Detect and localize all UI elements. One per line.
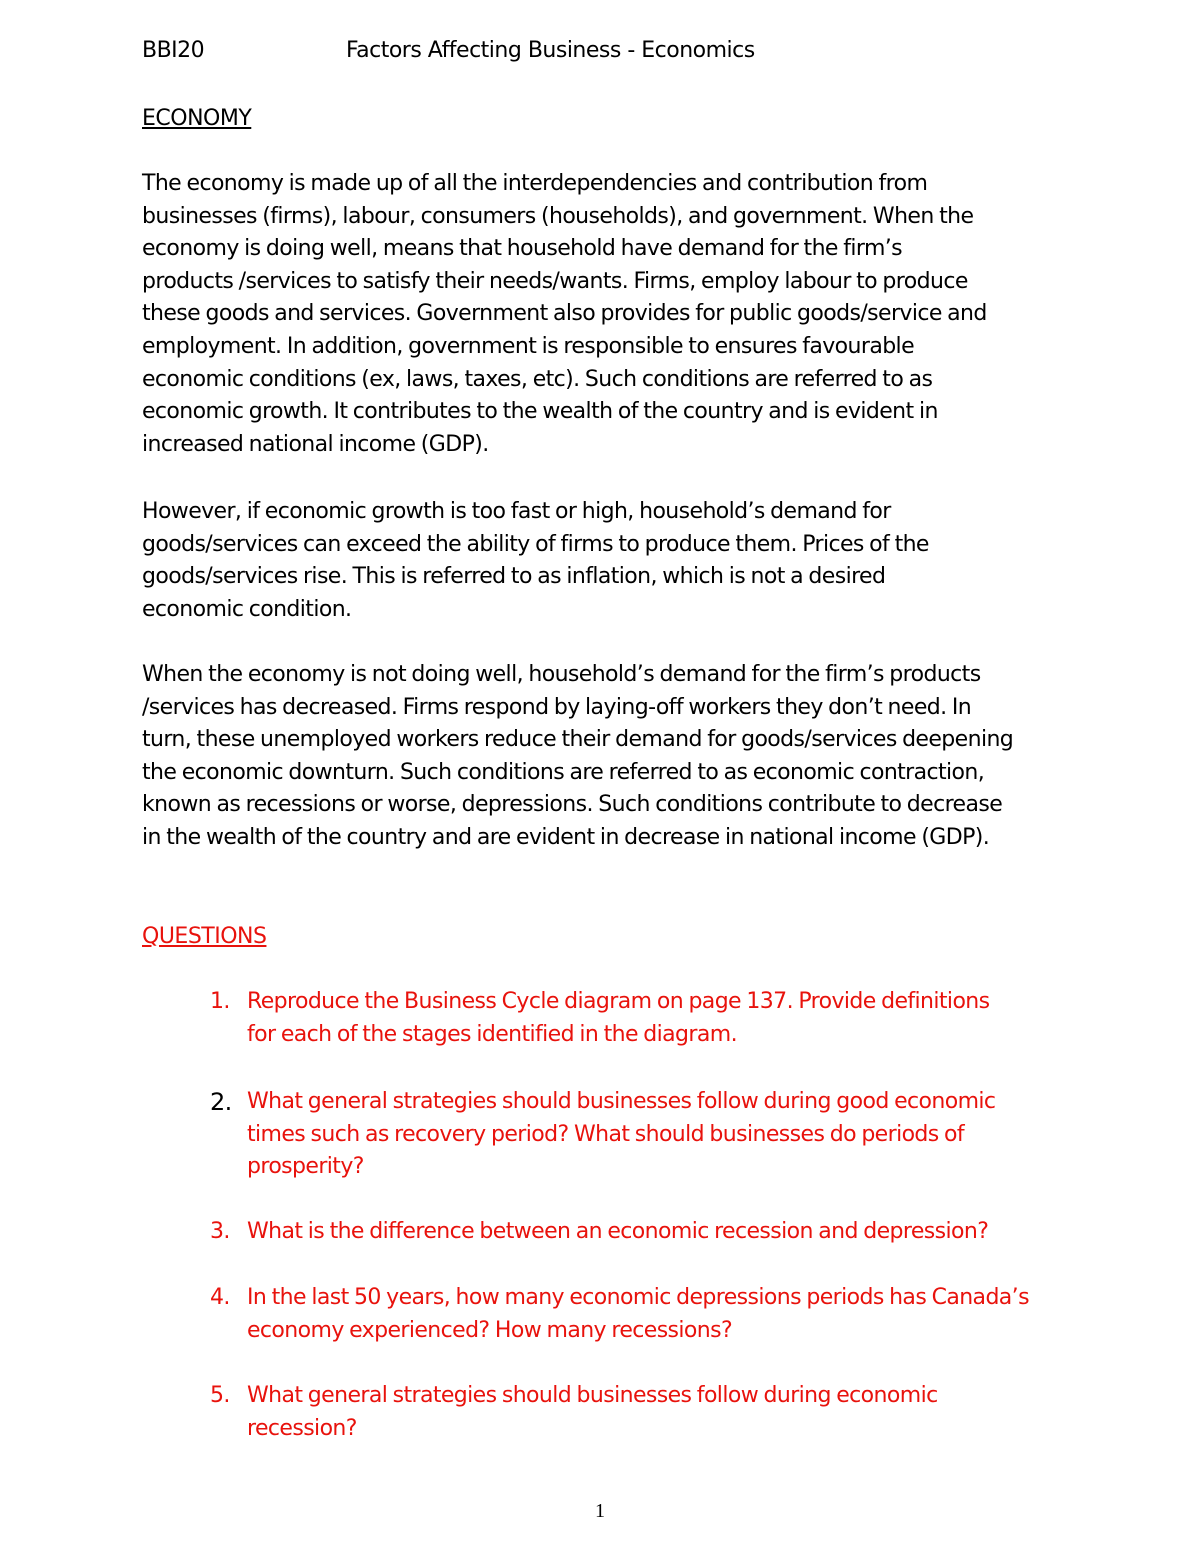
paragraph-line: employment. In addition, government is responsible to ensures favourable (142, 333, 915, 359)
page-number: 1 (595, 1500, 605, 1522)
paragraph-line: goods/services can exceed the ability of firms to produce them. Prices of the (142, 531, 929, 557)
economy-heading: ECONOMY (142, 106, 252, 131)
question-line: prosperity? (247, 1154, 364, 1180)
paragraph-line: increased national income (GDP). (142, 431, 489, 457)
question-number: 3. (210, 1219, 230, 1244)
question-line: times such as recovery period? What should businesses do periods of (247, 1121, 965, 1147)
paragraph-line: goods/services rise. This is referred to as inflation, which is not a desired (142, 564, 886, 590)
contraction-paragraph (142, 659, 1072, 855)
question-text (247, 1282, 1077, 1347)
question-number: 4. (210, 1285, 230, 1310)
inflation-paragraph (142, 496, 1072, 626)
paragraph-line: economy is doing well, means that household have demand for the firm’s (142, 236, 903, 262)
question-line: What general strategies should businesses follow during economic (247, 1383, 938, 1408)
paragraph-line: When the economy is not doing well, household’s demand for the firm’s products (142, 662, 981, 687)
paragraph-line: products /services to satisfy their needs/wants. Firms, employ labour to produce (142, 268, 968, 294)
paragraph-line: /services has decreased. Firms respond by laying-off workers they don’t need. In (142, 694, 972, 720)
paragraph-line: these goods and services. Government also provides for public goods/service and (142, 301, 987, 327)
question-text (247, 1216, 1077, 1249)
paragraph-line: economic condition. (142, 596, 352, 622)
paragraph-line: known as recessions or worse, depressions. Such conditions contribute to decrease (142, 792, 1003, 818)
question-text (247, 986, 1077, 1051)
question-line: What is the difference between an economic recession and depression? (247, 1219, 989, 1244)
question-line: In the last 50 years, how many economic depressions periods has Canada’s (247, 1285, 1029, 1310)
document-title: Factors Affecting Business - Economics (346, 38, 755, 63)
question-line: for each of the stages identified in the diagram. (247, 1021, 737, 1047)
paragraph-line: economic growth. It contributes to the wealth of the country and is evident in (142, 399, 938, 425)
questions-heading: QUESTIONS (142, 924, 267, 949)
question-line: recession? (247, 1415, 357, 1441)
question-line: What general strategies should businesses follow during good economic (247, 1089, 996, 1114)
paragraph-line: businesses (firms), labour, consumers (households), and government. When the (142, 203, 974, 229)
paragraph-line: However, if economic growth is too fast or high, household’s demand for (142, 499, 891, 524)
question-line: economy experienced? How many recessions? (247, 1317, 733, 1343)
paragraph-line: the economic downturn. Such conditions are referred to as economic contraction, (142, 759, 985, 785)
question-text (247, 1086, 1077, 1184)
paragraph-line: turn, these unemployed workers reduce their demand for goods/services deepening (142, 727, 1014, 753)
question-number: 1. (210, 989, 230, 1014)
paragraph-line: economic conditions (ex, laws, taxes, etc). Such conditions are referred to as (142, 366, 933, 392)
question-text (247, 1380, 1077, 1445)
paragraph-line: The economy is made up of all the interdependencies and contribution from (142, 171, 928, 196)
question-line: Reproduce the Business Cycle diagram on page 137. Provide definitions (247, 989, 990, 1014)
question-number: 5. (210, 1383, 230, 1408)
course-code: BBI20 (142, 38, 205, 63)
question-number: 2. (210, 1088, 232, 1116)
paragraph-line: in the wealth of the country and are evident in decrease in national income (GDP). (142, 824, 990, 850)
economy-paragraph (142, 168, 1072, 461)
